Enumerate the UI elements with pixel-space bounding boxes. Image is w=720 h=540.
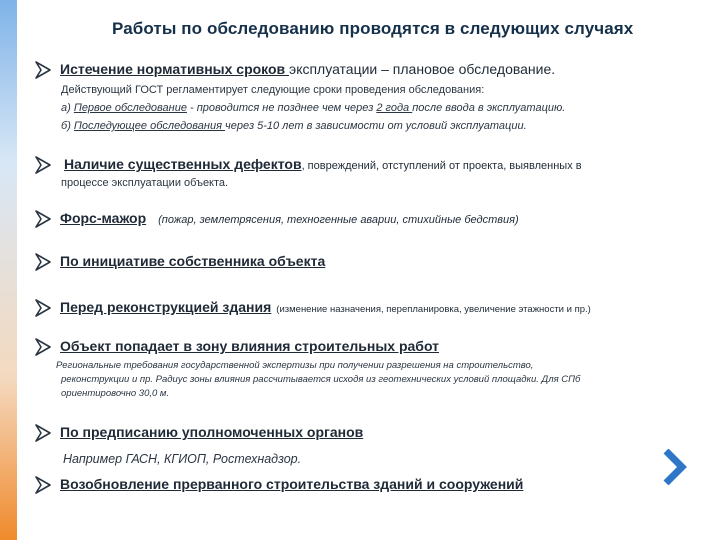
item-example: Например ГАСН, КГИОП, Ростехнадзор.: [63, 452, 302, 466]
side-accent-bar: [0, 0, 17, 540]
note-prefix: а): [61, 102, 74, 114]
item-heading-emphasis: Наличие существенных дефектов: [64, 156, 302, 172]
arrow-bullet-icon: [35, 424, 51, 442]
note-term: Последующее обследования: [73, 120, 226, 132]
arrow-bullet-icon: [35, 338, 51, 356]
item-heading: [60, 210, 519, 226]
note-prefix: б): [61, 120, 74, 132]
item-heading-emphasis: По предписанию уполномоченных органов: [60, 424, 364, 440]
item-heading-emphasis: Возобновление прерванного строительства зданий и сооружений: [60, 476, 524, 492]
item-heading-emphasis: Объект попадает в зону влияния строительных работ: [60, 338, 439, 354]
arrow-bullet-icon: [35, 210, 51, 228]
note-text: после ввода в эксплуатацию.: [412, 102, 566, 114]
item-note: Действующий ГОСТ регламентирует следующие сроки проведения обследования:: [61, 84, 485, 96]
slide-title: Работы по обследованию проводятся в следующих случаях: [112, 19, 634, 38]
item-heading-emphasis: Истечение нормативных сроков: [60, 61, 290, 77]
item-heading: [60, 338, 439, 354]
item-heading: [64, 156, 582, 172]
item-heading-rest: , повреждений, отступлений от проекта, выявленных в: [301, 160, 582, 172]
item-heading: [60, 299, 591, 315]
item-heading: [60, 424, 363, 440]
item-heading-rest: (пожар, землетрясения, техногенные аварии, стихийные бедствия): [158, 214, 519, 226]
arrow-bullet-icon: [35, 253, 51, 271]
item-heading-emphasis: Форс-мажор: [60, 210, 147, 226]
item-note: [61, 100, 565, 118]
arrow-bullet-icon: [35, 156, 51, 174]
item-heading-rest: (изменение назначения, перепланировка, увеличение этажности и пр.): [276, 304, 591, 315]
item-heading: [60, 253, 325, 269]
item-heading: [60, 476, 523, 492]
item-note: реконструкции и пр. Радиус зоны влияния рассчитывается исходя из геотехнических условий площадки. Для СПб: [61, 374, 581, 385]
item-heading-emphasis: Перед реконструкцией здания: [60, 299, 272, 315]
next-slide-chevron-icon[interactable]: [660, 449, 688, 485]
note-term: Первое обследование: [73, 102, 187, 114]
note-text: - проводится не позднее чем через: [186, 102, 377, 114]
item-heading: [60, 61, 555, 77]
item-note: ориентировочно 30,0 м.: [61, 388, 170, 399]
note-term: 2 года: [376, 102, 413, 114]
item-note: Региональные требования государственной экспертизы при получении разрешения на строительство,: [56, 360, 534, 371]
item-note: [61, 118, 527, 136]
item-continuation: процессе эксплуатации объекта.: [61, 177, 229, 189]
note-text: через 5-10 лет в зависимости от условий эксплуатации.: [225, 120, 527, 132]
arrow-bullet-icon: [35, 61, 51, 79]
arrow-bullet-icon: [35, 299, 51, 317]
arrow-bullet-icon: [35, 476, 51, 494]
item-heading-rest: эксплуатации – плановое обследование.: [289, 61, 556, 77]
item-heading-emphasis: По инициативе собственника объекта: [60, 253, 326, 269]
